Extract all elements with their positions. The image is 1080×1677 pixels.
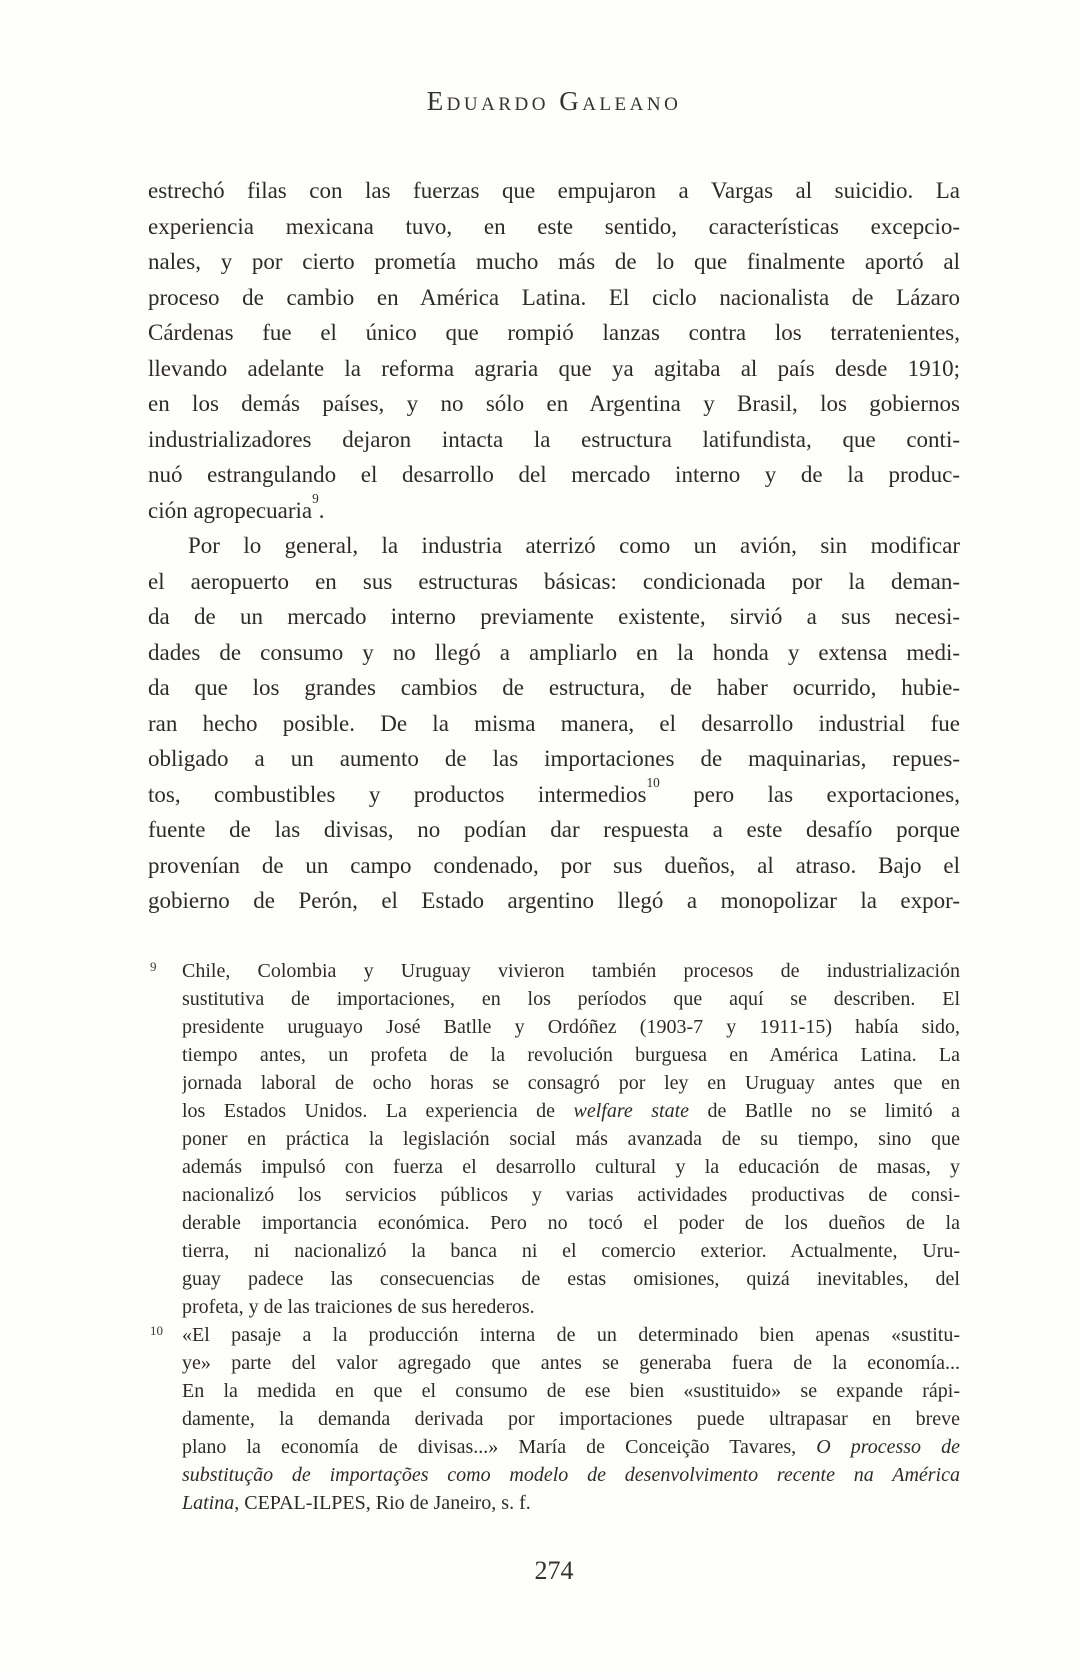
text-segment: el aeropuerto en sus estructuras básicas: condicionada por la deman- bbox=[148, 568, 960, 594]
text-segment: profeta, y de las traiciones de sus herederos. bbox=[182, 1295, 535, 1318]
body-line bbox=[148, 244, 960, 280]
text-segment: en los demás países, y no sólo en Argentina y Brasil, los gobiernos bbox=[148, 391, 960, 416]
text-segment: proceso de cambio en América Latina. El ciclo nacionalista de Lázaro bbox=[148, 284, 960, 310]
text-segment: tierra, ni nacionalizó la banca ni el comercio exterior. Actualmente, Uru- bbox=[182, 1239, 960, 1262]
footnote-line bbox=[182, 1405, 960, 1433]
text-segment: ción agropecuaria bbox=[148, 497, 313, 523]
body-line bbox=[148, 315, 960, 351]
body-text bbox=[148, 173, 960, 919]
text-segment: ran hecho posible. De la misma manera, el desarrollo industrial fue bbox=[148, 710, 960, 736]
paragraph bbox=[148, 173, 960, 528]
footnote-line bbox=[182, 1041, 960, 1069]
text-segment: presidente uruguayo José Batlle y Ordóñez (1903-7 y 1911-15) había sido, bbox=[182, 1015, 960, 1038]
body-line bbox=[148, 173, 960, 209]
footnote bbox=[148, 957, 960, 1321]
text-segment: nuó estrangulando el desarrollo del mercado interno y de la produc- bbox=[148, 462, 960, 487]
page-number: 274 bbox=[534, 1556, 574, 1585]
text-segment: da de un mercado interno previamente existente, sirvió a sus necesi- bbox=[148, 604, 960, 629]
body-line bbox=[148, 848, 960, 884]
text-segment: Cárdenas fue el único que rompió lanzas contra los terratenientes, bbox=[148, 320, 960, 345]
footnote-line bbox=[182, 957, 960, 985]
body-line bbox=[148, 493, 960, 529]
footnote-reference: 9 bbox=[312, 492, 319, 506]
text-segment: Chile, Colombia y Uruguay vivieron también procesos de industrialización bbox=[182, 959, 960, 982]
footnote-line bbox=[182, 1153, 960, 1181]
body-line bbox=[148, 528, 960, 564]
body-line bbox=[148, 386, 960, 422]
footnote-line bbox=[182, 1433, 960, 1461]
text-segment: poner en práctica la legislación social más avanzada de su tiempo, sino que bbox=[182, 1127, 960, 1150]
body-line bbox=[148, 741, 960, 777]
text-segment: «El pasaje a la producción interna de un determinado bien apenas «sustitu- bbox=[182, 1323, 960, 1346]
footnote-line bbox=[182, 1293, 960, 1321]
text-segment: jornada laboral de ocho horas se consagró por ley en Uruguay antes que en bbox=[182, 1071, 960, 1094]
text-segment: dades de consumo y no llegó a ampliarlo en la honda y extensa medi- bbox=[148, 639, 960, 665]
body-line bbox=[148, 706, 960, 742]
body-line bbox=[148, 280, 960, 316]
text-segment: obligado a un aumento de las importaciones de maquinarias, repues- bbox=[148, 746, 960, 771]
text-segment: fuente de las divisas, no podían dar respuesta a este desafío porque bbox=[148, 817, 960, 842]
footnote-line bbox=[182, 1181, 960, 1209]
text-segment: tos, combustibles y productos intermedios bbox=[148, 781, 647, 807]
italic-text: substitução de importações como modelo de desenvolvimento recente na América bbox=[182, 1463, 960, 1486]
body-line bbox=[148, 209, 960, 245]
text-segment: ye» parte del valor agregado que antes se generaba fuera de la economía... bbox=[182, 1351, 960, 1374]
text-segment: guay padece las consecuencias de estas omisiones, quizá inevitables, del bbox=[182, 1267, 960, 1290]
text-segment: . bbox=[318, 497, 325, 523]
text-segment: damente, la demanda derivada por importaciones puede ultrapasar en breve bbox=[182, 1407, 960, 1430]
text-segment: pero las exportaciones, bbox=[659, 781, 960, 807]
body-line bbox=[148, 635, 960, 671]
footnote-line bbox=[182, 1069, 960, 1097]
text-segment: nales, y por cierto prometía mucho más de lo que finalmente aportó al bbox=[148, 249, 960, 274]
footnote-line bbox=[182, 1125, 960, 1153]
paragraph bbox=[148, 528, 960, 919]
footnote-marker: 10 bbox=[150, 1322, 163, 1338]
footnote-line bbox=[182, 985, 960, 1013]
body-line bbox=[148, 457, 960, 493]
text-segment: tiempo antes, un profeta de la revolución burguesa en América Latina. La bbox=[182, 1043, 960, 1066]
italic-text: welfare state bbox=[573, 1099, 690, 1122]
text-segment: llevando adelante la reforma agraria que ya agitaba al país desde 1910; bbox=[148, 355, 960, 381]
text-segment: da que los grandes cambios de estructura, de haber ocurrido, hubie- bbox=[148, 675, 960, 700]
footnotes-section bbox=[148, 957, 960, 1517]
body-line bbox=[148, 670, 960, 706]
text-segment: sustitutiva de importaciones, en los períodos que aquí se describen. El bbox=[182, 987, 960, 1010]
body-line bbox=[148, 777, 960, 813]
footnote bbox=[148, 1321, 960, 1517]
footnote-line bbox=[182, 1209, 960, 1237]
body-line bbox=[148, 351, 960, 387]
body-line bbox=[148, 812, 960, 848]
text-segment: industrializadores dejaron intacta la estructura latifundista, que conti- bbox=[148, 426, 960, 452]
running-head-author: Eduardo Galeano bbox=[426, 86, 682, 116]
text-segment: En la medida en que el consumo de ese bien «sustituido» se expande rápi- bbox=[182, 1379, 960, 1402]
footnote-line bbox=[182, 1321, 960, 1349]
footnote-line bbox=[182, 1349, 960, 1377]
page-content bbox=[148, 0, 960, 1517]
body-line bbox=[148, 599, 960, 635]
body-line bbox=[148, 883, 960, 919]
footnote-line bbox=[182, 1489, 960, 1517]
footnote-line bbox=[182, 1377, 960, 1405]
footnote-line bbox=[182, 1097, 960, 1125]
text-segment: gobierno de Perón, el Estado argentino llegó a monopolizar la expor- bbox=[148, 888, 960, 913]
text-segment: experiencia mexicana tuvo, en este sentido, características excepcio- bbox=[148, 213, 960, 239]
text-segment: derable importancia económica. Pero no tocó el poder de los dueños de la bbox=[182, 1211, 960, 1234]
text-segment: plano la economía de divisas...» María de Conceição Tavares, bbox=[182, 1435, 817, 1458]
footnote-line bbox=[182, 1265, 960, 1293]
body-line bbox=[148, 422, 960, 458]
text-segment: , CEPAL-ILPES, Rio de Janeiro, s. f. bbox=[234, 1491, 531, 1514]
text-segment: además impulsó con fuerza el desarrollo cultural y la educación de masas, y bbox=[182, 1155, 960, 1178]
italic-text: Latina bbox=[182, 1491, 235, 1514]
footnote-line bbox=[182, 1237, 960, 1265]
text-segment: provenían de un campo condenado, por sus dueños, al atraso. Bajo el bbox=[148, 852, 960, 878]
footnote-reference: 10 bbox=[646, 776, 660, 790]
text-segment: Por lo general, la industria aterrizó como un avión, sin modificar bbox=[188, 533, 960, 558]
body-line bbox=[148, 564, 960, 600]
text-segment: los Estados Unidos. La experiencia de bbox=[182, 1099, 574, 1122]
text-segment: nacionalizó los servicios públicos y varias actividades productivas de consi- bbox=[182, 1183, 960, 1206]
text-segment: de Batlle no se limitó a bbox=[689, 1099, 960, 1122]
italic-text: O processo de bbox=[816, 1435, 960, 1458]
footnote-line bbox=[182, 1013, 960, 1041]
footnote-marker: 9 bbox=[150, 958, 157, 974]
text-segment: estrechó filas con las fuerzas que empujaron a Vargas al suicidio. La bbox=[148, 178, 960, 203]
footnote-line bbox=[182, 1461, 960, 1489]
